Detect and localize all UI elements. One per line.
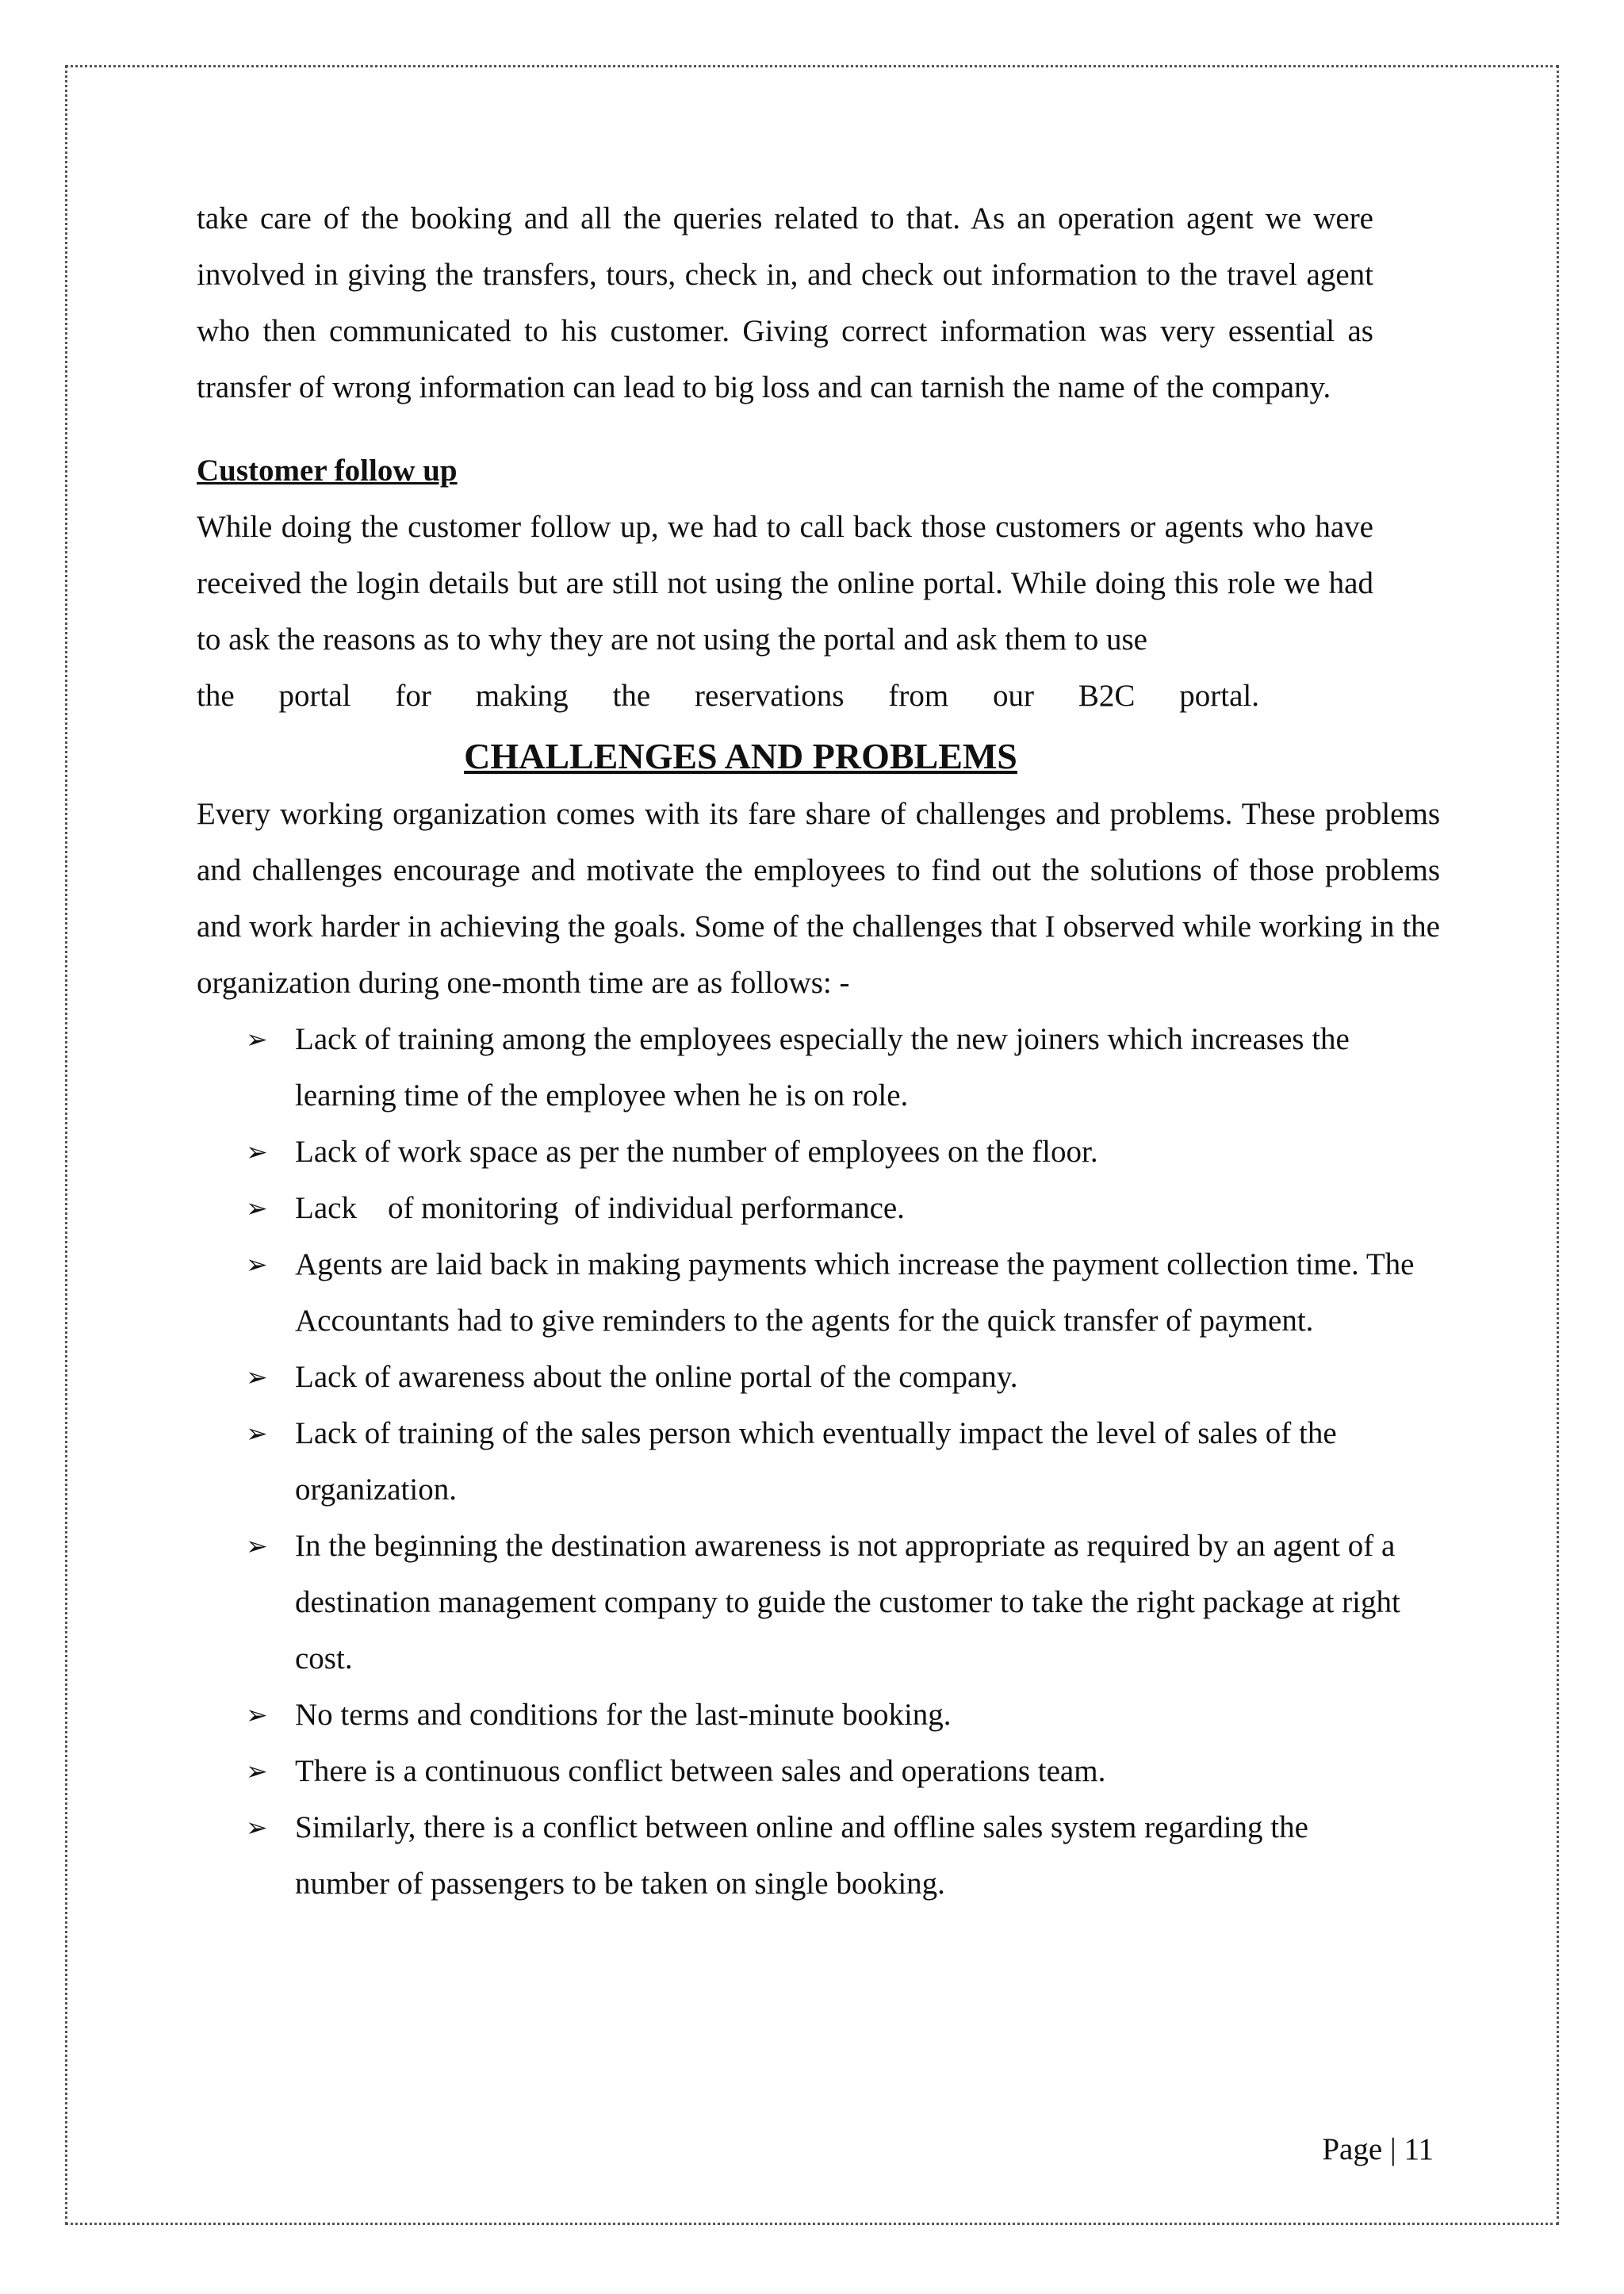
arrow-bullet-icon: ➢ <box>246 1193 268 1224</box>
arrow-bullet-icon: ➢ <box>246 1249 268 1280</box>
list-item-text: Lack of training among the employees especially the new joiners which increases the learning time of the employee when he is on role. <box>295 1022 1350 1113</box>
list-item-text: Lack of awareness about the online portal of the company. <box>295 1360 1018 1394</box>
arrow-bullet-icon: ➢ <box>246 1530 268 1561</box>
list-item-text: Lack of work space as per the number of employees on the floor. <box>295 1135 1098 1169</box>
list-item <box>197 1799 1342 1912</box>
list-item <box>197 1124 1440 1180</box>
list-item <box>197 1349 1440 1405</box>
word: the <box>612 679 651 713</box>
list-item-text: Similarly, there is a conflict between online and offline sales system regarding the number of passengers to be taken on single booking. <box>295 1810 1308 1901</box>
challenges-paragraph: Every working organization comes with its fare share of challenges and problems. These problems and challenges encourage and motivate the employees to find out the solutions of those problems and work harder in achieving the goals. Some of the challenges that I observed while working in the organization during one-month time are as follows: - <box>197 797 1440 1000</box>
list-item-text: Lack of training of the sales person which eventually impact the level of sales of the organization. <box>295 1416 1337 1507</box>
page-content <box>197 190 1440 1912</box>
list-item-text: Lack of monitoring of individual performance. <box>295 1191 905 1225</box>
challenges-heading: CHALLENGES AND PROBLEMS <box>464 736 1017 776</box>
list-item <box>197 1011 1440 1124</box>
list-item <box>197 1687 1440 1743</box>
word: reservations <box>695 679 845 713</box>
list-item-text: No terms and conditions for the last-minute booking. <box>295 1698 952 1732</box>
list-item <box>197 1405 1440 1518</box>
list-item <box>197 1236 1440 1349</box>
list-item-text: Agents are laid back in making payments which increase the payment collection time. The Accountants had to give reminders to the agents for the quick transfer of payment. <box>295 1247 1415 1338</box>
list-item <box>197 1518 1440 1687</box>
arrow-bullet-icon: ➢ <box>246 1756 268 1787</box>
arrow-bullet-icon: ➢ <box>246 1812 268 1843</box>
challenges-list <box>197 1011 1440 1912</box>
customer-follow-up-heading: Customer follow up <box>197 454 458 488</box>
word: making <box>475 679 569 713</box>
customer-follow-up-paragraph: While doing the customer follow up, we had to call back those customers or agents who have received the login details but are still not using the online portal. While doing this role we had to ask the reasons as to why they are not using the portal and ask them to use <box>197 510 1373 657</box>
word: B2C <box>1078 679 1136 713</box>
arrow-bullet-icon: ➢ <box>246 1418 268 1449</box>
arrow-bullet-icon: ➢ <box>246 1361 268 1392</box>
word: portal. <box>1179 679 1259 713</box>
list-item-text: There is a continuous conflict between sales and operations team. <box>295 1754 1106 1788</box>
word: the <box>197 679 235 713</box>
customer-follow-up-last-line <box>197 668 1259 724</box>
arrow-bullet-icon: ➢ <box>246 1136 268 1167</box>
list-item <box>197 1743 1440 1799</box>
page-number: Page | 11 <box>1322 2132 1434 2166</box>
intro-paragraph: take care of the booking and all the queries related to that. As an operation agent we were involved in giving the transfers, tours, check in, and check out information to the travel agent who then communicated to his customer. Giving correct information was very essential as transfer of wrong information can lead to big loss and can tarnish the name of the company. <box>197 201 1373 404</box>
arrow-bullet-icon: ➢ <box>246 1024 268 1055</box>
word: our <box>993 679 1035 713</box>
word: portal <box>278 679 351 713</box>
arrow-bullet-icon: ➢ <box>246 1699 268 1730</box>
word: for <box>395 679 431 713</box>
list-item-text: In the beginning the destination awareness is not appropriate as required by an agent of a destination management company to guide the customer to take the right package at right cost. <box>295 1529 1400 1676</box>
word: from <box>888 679 949 713</box>
list-item <box>197 1180 1440 1236</box>
